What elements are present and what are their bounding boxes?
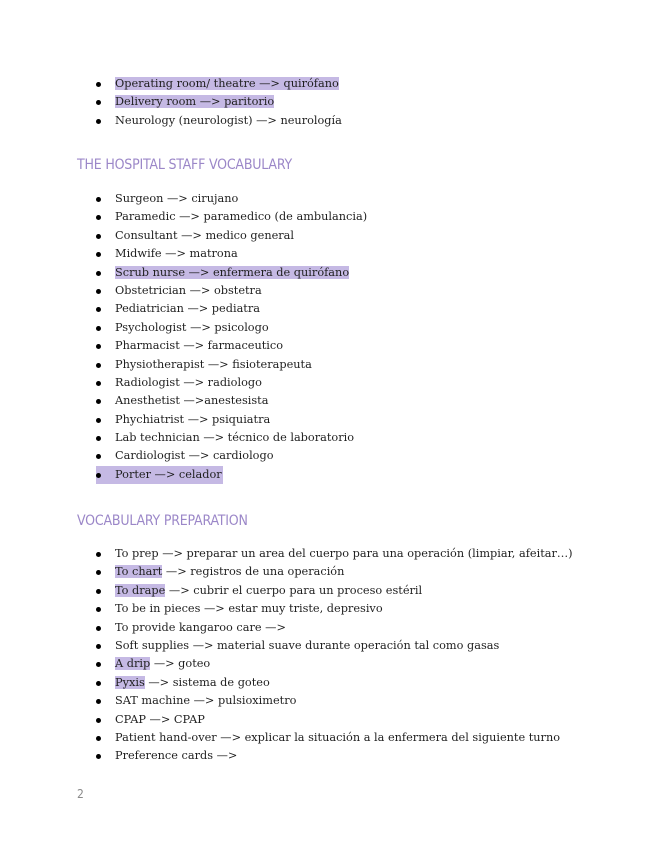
list-item [96,300,636,318]
highlighted-text: A drip [115,657,151,671]
list-item [96,392,636,410]
item-text: —> goteo [150,657,211,671]
list-item [96,619,636,637]
item-text: Neurology (neurologist) —> neurología [115,113,342,127]
list-item [96,545,636,563]
item-text: To be in pieces —> estar muy triste, depresivo [115,602,383,616]
list-item [96,563,636,581]
list-item [96,466,223,484]
item-text: —> cubrir el cuerpo para un proceso estéril [165,583,423,597]
item-text: Obstetrician —> obstetra [115,283,262,297]
item-text: CPAP —> CPAP [115,712,205,726]
list-item [96,429,636,447]
preparation-list [96,545,636,766]
highlighted-text: To chart [115,565,163,579]
list-item [96,600,636,618]
list-item [96,93,636,111]
list-item [96,374,636,392]
item-text: Paramedic —> paramedico (de ambulancia) [115,210,368,224]
item-text: To prep —> preparar un area del cuerpo para una operación (limpiar, afeitar…) [115,547,573,560]
item-text: Radiologist —> radiologo [115,375,262,389]
item-text: Soft supplies —> material suave durante operación tal como gasas [115,638,500,652]
list-item [96,692,636,710]
list-item [96,447,636,465]
list-item [96,674,636,692]
item-text: Anesthetist —>anestesista [115,394,269,408]
staff-section-heading: THE HOSPITAL STAFF VOCABULARY [77,157,292,173]
item-text: Preference cards —> [115,749,238,763]
item-text: —> registros de una operación [162,565,345,579]
highlighted-text: Delivery room —> paritorio [115,95,275,109]
item-text: Consultant —> medico general [115,228,295,242]
list-item [96,112,636,130]
list-item [96,208,636,226]
item-text: To provide kangaroo care —> [115,620,286,634]
item-text: —> sistema de goteo [144,675,270,689]
item-text: SAT machine —> pulsioximetro [115,694,297,708]
list-item [96,75,636,93]
item-text: Cardiologist —> cardiologo [115,449,274,463]
list-item [96,264,636,282]
list-item [96,227,636,245]
item-text: Psychologist —> psicologo [115,320,269,334]
item-text: Midwife —> matrona [115,247,238,261]
list-item [96,337,636,355]
list-item [96,319,636,337]
list-item [96,190,636,208]
list-item [96,245,636,263]
highlighted-text: Scrub nurse —> enfermera de quirófano [115,265,350,279]
preparation-section-heading: VOCABULARY PREPARATION [77,513,248,529]
highlighted-text: To drape [115,583,166,597]
list-item [96,655,636,673]
item-text: Physiotherapist —> fisioterapeuta [115,357,312,371]
page-number: 2 [77,787,84,801]
highlighted-text: Operating room/ theatre —> quirófano [115,77,339,90]
list-item [96,637,636,655]
places-list [96,75,636,130]
list-item [96,729,636,747]
item-text: Pharmacist —> farmaceutico [115,339,284,353]
list-item [96,582,636,600]
staff-list [96,190,636,484]
highlighted-text: Porter —> celador [115,467,222,481]
item-text: Pediatrician —> pediatra [115,302,260,316]
list-item [96,411,636,429]
list-item [96,356,636,374]
item-text: Phychiatrist —> psiquiatra [115,412,271,426]
item-text: Lab technician —> técnico de laboratorio [115,431,355,445]
list-item [96,747,636,765]
item-text: Patient hand-over —> explicar la situación a la enfermera del siguiente turno [115,730,561,744]
list-item [96,282,636,300]
list-item [96,711,636,729]
item-text: Surgeon —> cirujano [115,192,239,205]
highlighted-text: Pyxis [115,675,145,689]
